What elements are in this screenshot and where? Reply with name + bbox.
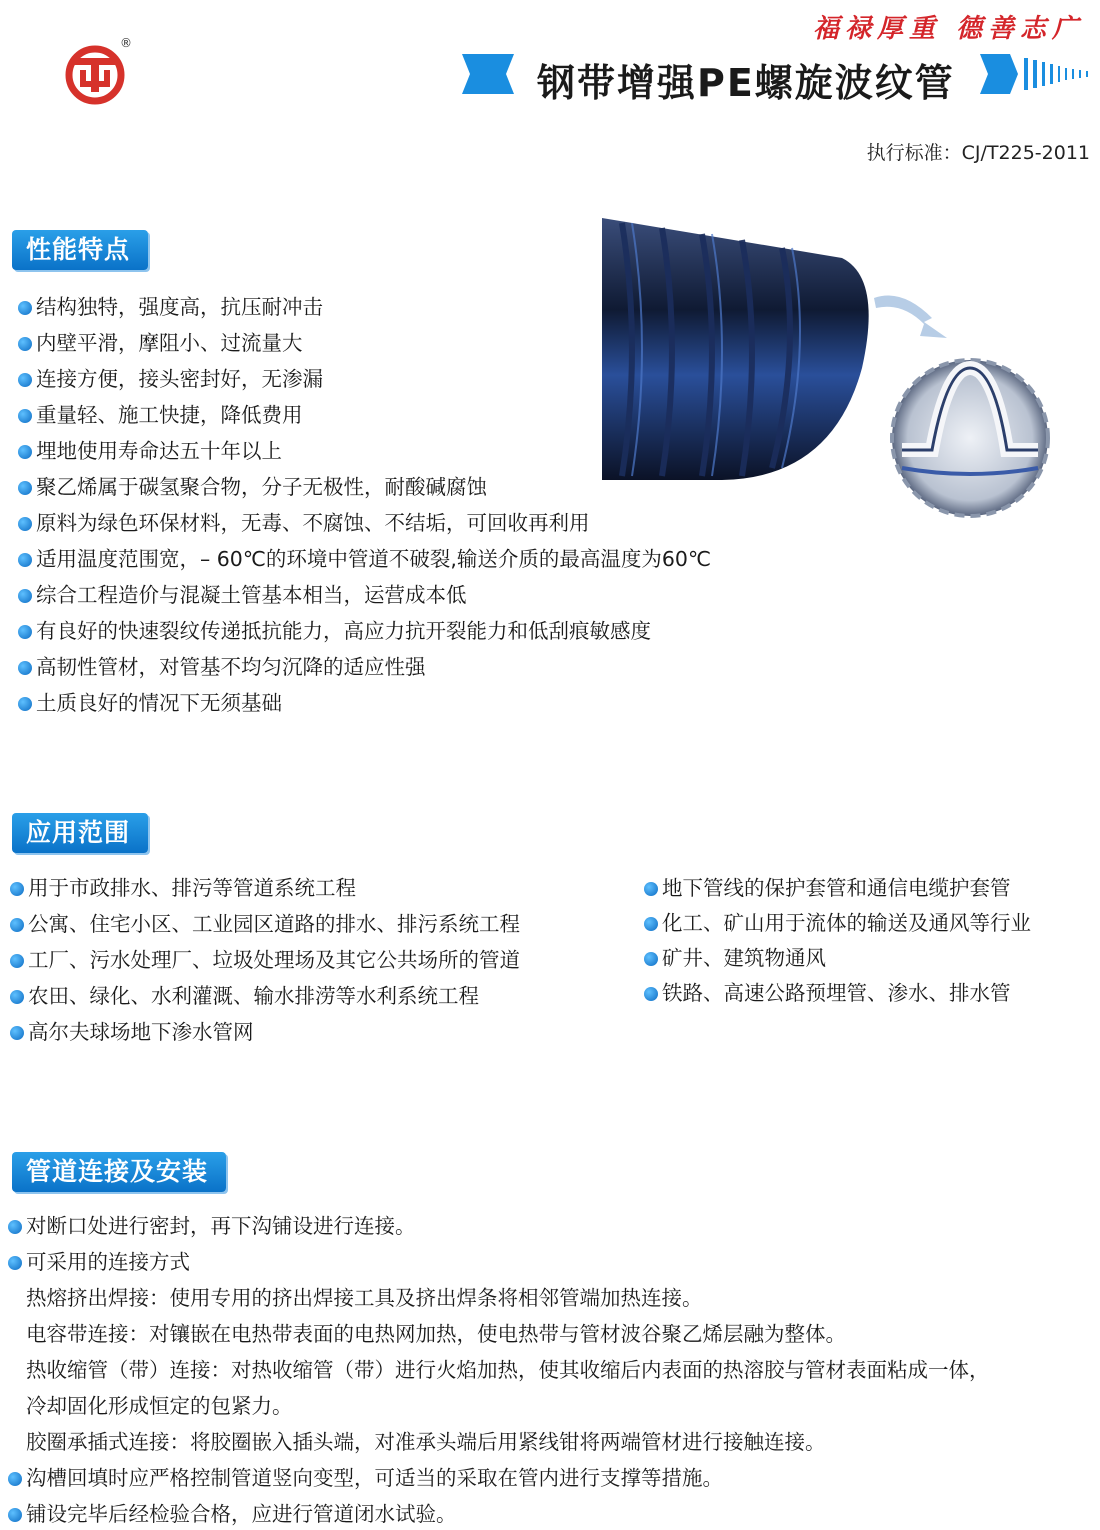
feature-text: 高韧性管材，对管基不均匀沉降的适应性强 xyxy=(36,655,426,679)
bullet-icon xyxy=(10,918,24,932)
feature-item xyxy=(18,365,323,393)
application-item xyxy=(644,909,1031,937)
feature-item xyxy=(18,509,590,537)
bullet-icon xyxy=(8,1220,22,1234)
feature-item xyxy=(18,545,711,573)
bullet-icon xyxy=(18,661,32,675)
feature-item xyxy=(18,653,426,681)
bullet-icon xyxy=(8,1256,22,1270)
bullet-icon xyxy=(8,1508,22,1522)
connection-method-hot-melt: 热熔挤出焊接：使用专用的挤出焊接工具及挤出焊条将相邻管端加热连接。 xyxy=(26,1286,703,1310)
feature-text: 重量轻、施工快捷，降低费用 xyxy=(36,403,303,427)
bullet-icon xyxy=(644,987,658,1001)
section-label-features: 性能特点 xyxy=(12,230,148,270)
feature-item xyxy=(18,329,303,357)
feature-text: 综合工程造价与混凝土管基本相当，运营成本低 xyxy=(36,583,467,607)
bullet-icon xyxy=(18,373,32,387)
connection-method-heat-shrink: 热收缩管（带）连接：对热收缩管（带）进行火焰加热，使其收缩后内表面的热溶胶与管材表面粘成一体， xyxy=(26,1358,990,1382)
bullet-icon xyxy=(18,409,32,423)
feature-text: 土质良好的情况下无须基础 xyxy=(36,691,282,715)
installation-item xyxy=(8,1500,457,1528)
section-label-installation: 管道连接及安装 xyxy=(12,1152,226,1192)
bullet-icon xyxy=(644,882,658,896)
bullet-icon xyxy=(18,625,32,639)
feature-item xyxy=(18,581,467,609)
application-item xyxy=(644,874,1011,902)
page-title: 钢带增强PE螺旋波纹管 xyxy=(537,61,955,105)
application-text: 农田、绿化、水利灌溉、输水排涝等水利系统工程 xyxy=(28,984,479,1008)
application-item xyxy=(10,982,479,1010)
application-text: 工厂、污水处理厂、垃圾处理场及其它公共场所的管道 xyxy=(28,948,520,972)
bullet-icon xyxy=(18,445,32,459)
feature-text: 结构独特，强度高，抗压耐冲击 xyxy=(36,295,323,319)
bullet-icon xyxy=(18,697,32,711)
bullet-icon xyxy=(18,301,32,315)
application-text: 铁路、高速公路预埋管、渗水、排水管 xyxy=(662,981,1011,1005)
feature-text: 有良好的快速裂纹传递抵抗能力，高应力抗开裂能力和低刮痕敏感度 xyxy=(36,619,651,643)
application-item xyxy=(10,1018,254,1046)
application-item xyxy=(644,944,826,972)
application-text: 化工、矿山用于流体的输送及通风等行业 xyxy=(662,911,1031,935)
execution-standard: 执行标准：CJ/T225-2011 xyxy=(866,142,1090,164)
bullet-icon xyxy=(18,553,32,567)
bullet-icon xyxy=(644,952,658,966)
application-item xyxy=(10,910,520,938)
feature-item xyxy=(18,617,651,645)
application-item xyxy=(644,979,1011,1007)
feature-item xyxy=(18,473,487,501)
feature-text: 埋地使用寿命达五十年以上 xyxy=(36,439,282,463)
section-label-applications: 应用范围 xyxy=(12,813,148,853)
feature-item xyxy=(18,689,282,717)
installation-text: 铺设完毕后经检验合格，应进行管道闭水试验。 xyxy=(26,1502,457,1526)
feature-item xyxy=(18,437,282,465)
connection-method-electric-band: 电容带连接：对镶嵌在电热带表面的电热网加热，使电热带与管材波谷聚乙烯层融为整体。 xyxy=(26,1322,846,1346)
installation-item xyxy=(8,1212,416,1240)
installation-item xyxy=(8,1464,723,1492)
bullet-icon xyxy=(10,990,24,1004)
application-text: 矿井、建筑物通风 xyxy=(662,946,826,970)
bullet-icon xyxy=(8,1472,22,1486)
application-text: 高尔夫球场地下渗水管网 xyxy=(28,1020,254,1044)
feature-text: 适用温度范围宽，– 60℃的环境中管道不破裂,输送介质的最高温度为60℃ xyxy=(36,547,711,571)
installation-text: 可采用的连接方式 xyxy=(26,1250,190,1274)
connection-method-heat-shrink-cont: 冷却固化形成恒定的包紧力。 xyxy=(26,1394,293,1418)
application-text: 公寓、住宅小区、工业园区道路的排水、排污系统工程 xyxy=(28,912,520,936)
bullet-icon xyxy=(10,1026,24,1040)
installation-item xyxy=(8,1248,190,1276)
installation-text: 对断口处进行密封，再下沟铺设进行连接。 xyxy=(26,1214,416,1238)
feature-item xyxy=(18,293,323,321)
bullet-icon xyxy=(18,517,32,531)
feature-text: 连接方便，接头密封好，无渗漏 xyxy=(36,367,323,391)
bullet-icon xyxy=(644,917,658,931)
application-item xyxy=(10,874,356,902)
bullet-icon xyxy=(18,589,32,603)
connection-method-rubber-ring: 胶圈承插式连接：将胶圈嵌入插头端，对准承头端后用紧线钳将两端管材进行接触连接。 xyxy=(26,1430,826,1454)
application-text: 地下管线的保护套管和通信电缆护套管 xyxy=(662,876,1011,900)
bullet-icon xyxy=(10,882,24,896)
registered-mark: ® xyxy=(120,36,132,50)
feature-text: 聚乙烯属于碳氢聚合物，分子无极性，耐酸碱腐蚀 xyxy=(36,475,487,499)
bullet-icon xyxy=(10,954,24,968)
installation-text: 沟槽回填时应严格控制管道竖向变型，可适当的采取在管内进行支撑等措施。 xyxy=(26,1466,723,1490)
bullet-icon xyxy=(18,337,32,351)
feature-text: 内壁平滑，摩阻小、过流量大 xyxy=(36,331,303,355)
bullet-icon xyxy=(18,481,32,495)
slogan: 福禄厚重 德善志广 xyxy=(812,14,1084,44)
pipe-product-image xyxy=(602,218,1100,523)
feature-text: 原料为绿色环保材料，无毒、不腐蚀、不结垢，可回收再利用 xyxy=(36,511,590,535)
application-item xyxy=(10,946,520,974)
feature-item xyxy=(18,401,303,429)
application-text: 用于市政排水、排污等管道系统工程 xyxy=(28,876,356,900)
